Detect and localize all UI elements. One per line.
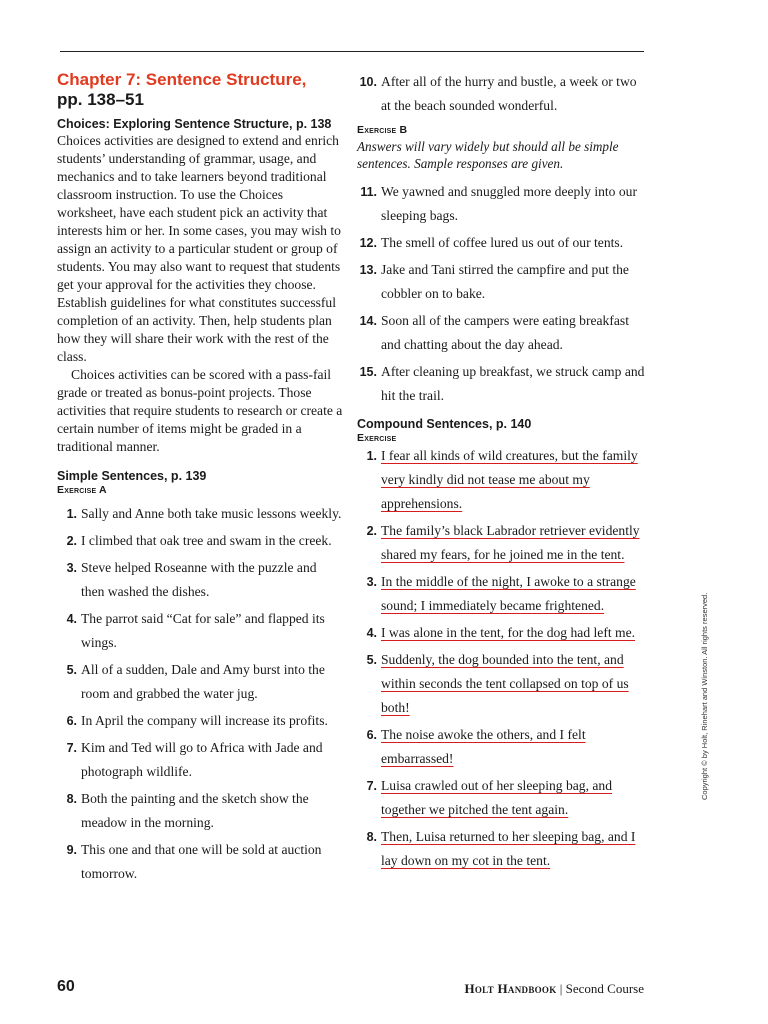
item-number: 4. [66, 612, 77, 626]
item-text: In April the company will increase its profits. [81, 713, 328, 728]
item-number: 14. [359, 314, 377, 328]
exercise-b-note: Answers will vary widely but should all be simple sentences. Sample responses are given. [357, 139, 619, 171]
exercise-b-label: Exercise B [357, 124, 408, 136]
item-text: Sally and Anne both take music lessons weekly. [81, 506, 342, 521]
compound-exercise-list [357, 444, 645, 873]
running-footer [464, 981, 644, 997]
item-text: Suddenly, the dog bounded into the tent, and within seconds the tent collapsed on top of us both! [381, 652, 629, 715]
item-number: 2. [66, 534, 77, 548]
exercise-a-label: Exercise A [57, 484, 107, 496]
list-item [357, 648, 645, 720]
item-number: 1. [366, 449, 377, 463]
item-number: 11. [360, 185, 377, 199]
top-rule [60, 51, 644, 52]
list-item [357, 360, 645, 408]
page-number: 60 [57, 978, 75, 995]
list-item [357, 444, 645, 516]
item-text: Both the painting and the sketch show the meadow in the morning. [81, 791, 309, 830]
list-item [57, 787, 343, 835]
left-column [57, 70, 343, 889]
list-item [57, 709, 343, 733]
item-number: 1. [66, 507, 77, 521]
item-text: After all of the hurry and bustle, a week or two at the beach sounded wonderful. [381, 74, 637, 113]
list-item [357, 70, 645, 118]
list-item [57, 502, 343, 526]
list-item [357, 774, 645, 822]
list-item [357, 519, 645, 567]
item-text: I was alone in the tent, for the dog had left me. [381, 625, 636, 640]
list-item [57, 556, 343, 604]
item-text: The noise awoke the others, and I felt embarrassed! [381, 727, 586, 766]
item-text: Soon all of the campers were eating breakfast and chatting about the day ahead. [381, 313, 629, 352]
right-column [357, 70, 645, 876]
simple-sentences-heading: Simple Sentences, p. 139 [57, 469, 207, 483]
item-number: 10. [359, 75, 377, 89]
item-number: 8. [366, 830, 377, 844]
item-number: 13. [359, 263, 377, 277]
exercise-b-list [357, 180, 645, 408]
list-item [57, 838, 343, 886]
choices-paragraph-1: Choices activities are designed to extend and enrich students’ understanding of grammar, usage, and mechanics and to take learners beyond traditional classroom instruction. To use the Choices worksheet, have each student pick an activity that interests him or her. In some cases, you may wish to assign an activity to a particular student or group of students. You may also want to request that students get your approval for the activities they choose. Establish guidelines for what constitutes successful completion of an activity. Then, help students plan how they will share their work with the rest of the class. [57, 133, 341, 364]
item-number: 5. [366, 653, 377, 667]
item-text: Luisa crawled out of her sleeping bag, and together we pitched the tent again. [381, 778, 613, 817]
chapter-pages: pp. 138–51 [57, 90, 144, 109]
item-text: All of a sudden, Dale and Amy burst into the room and grabbed the water jug. [81, 662, 325, 701]
copyright-notice: Copyright © by Holt, Rinehart and Winston. All rights reserved. [700, 592, 709, 800]
exercise-label: Exercise [357, 432, 397, 444]
item-text: The smell of coffee lured us out of our tents. [381, 235, 624, 250]
item-number: 2. [366, 524, 377, 538]
item-text: Jake and Tani stirred the campfire and put the cobbler on to bake. [381, 262, 629, 301]
item-number: 4. [366, 626, 377, 640]
item-number: 9. [66, 843, 77, 857]
exercise-a-list-continued [357, 70, 645, 118]
item-text: In the middle of the night, I awoke to a strange sound; I immediately became frightened. [381, 574, 636, 613]
item-number: 6. [66, 714, 77, 728]
list-item [57, 736, 343, 784]
book-title: Holt Handbook [464, 981, 557, 996]
list-item [357, 231, 645, 255]
choices-paragraph-2: Choices activities can be scored with a pass-fail grade or treated as bonus-point projects. Those activities that require students to research or create a certain number of items might be graded in a traditional manner. [57, 367, 343, 454]
list-item [357, 180, 645, 228]
item-text: The parrot said “Cat for sale” and flapped its wings. [81, 611, 325, 650]
list-item [357, 825, 645, 873]
list-item [357, 309, 645, 357]
choices-heading: Choices: Exploring Sentence Structure, p. 138 [57, 117, 332, 131]
item-text: I climbed that oak tree and swam in the creek. [81, 533, 332, 548]
item-number: 7. [66, 741, 77, 755]
item-text: Kim and Ted will go to Africa with Jade and photograph wildlife. [81, 740, 323, 779]
course-name: Second Course [565, 981, 644, 996]
list-item [357, 621, 645, 645]
item-text: This one and that one will be sold at auction tomorrow. [81, 842, 322, 881]
item-number: 3. [366, 575, 377, 589]
item-text: I fear all kinds of wild creatures, but the family very kindly did not tease me about my apprehensions. [381, 448, 638, 511]
item-number: 3. [66, 561, 77, 575]
exercise-a-list [57, 502, 343, 886]
list-item [357, 723, 645, 771]
item-number: 5. [66, 663, 77, 677]
footer-separator: | [559, 981, 563, 996]
item-text: We yawned and snuggled more deeply into our sleeping bags. [381, 184, 637, 223]
item-text: The family’s black Labrador retriever evidently shared my fears, for he joined me in the tent. [381, 523, 640, 562]
list-item [57, 658, 343, 706]
item-text: Steve helped Roseanne with the puzzle and then washed the dishes. [81, 560, 317, 599]
list-item [57, 529, 343, 553]
chapter-title: Chapter 7: Sentence Structure, [57, 70, 307, 89]
item-number: 8. [66, 792, 77, 806]
item-number: 7. [366, 779, 377, 793]
list-item [57, 607, 343, 655]
item-number: 15. [359, 365, 377, 379]
item-text: Then, Luisa returned to her sleeping bag, and I lay down on my cot in the tent. [381, 829, 636, 868]
item-number: 12. [359, 236, 377, 250]
list-item [357, 570, 645, 618]
item-number: 6. [366, 728, 377, 742]
list-item [357, 258, 645, 306]
item-text: After cleaning up breakfast, we struck camp and hit the trail. [381, 364, 645, 403]
compound-sentences-heading: Compound Sentences, p. 140 [357, 417, 532, 431]
